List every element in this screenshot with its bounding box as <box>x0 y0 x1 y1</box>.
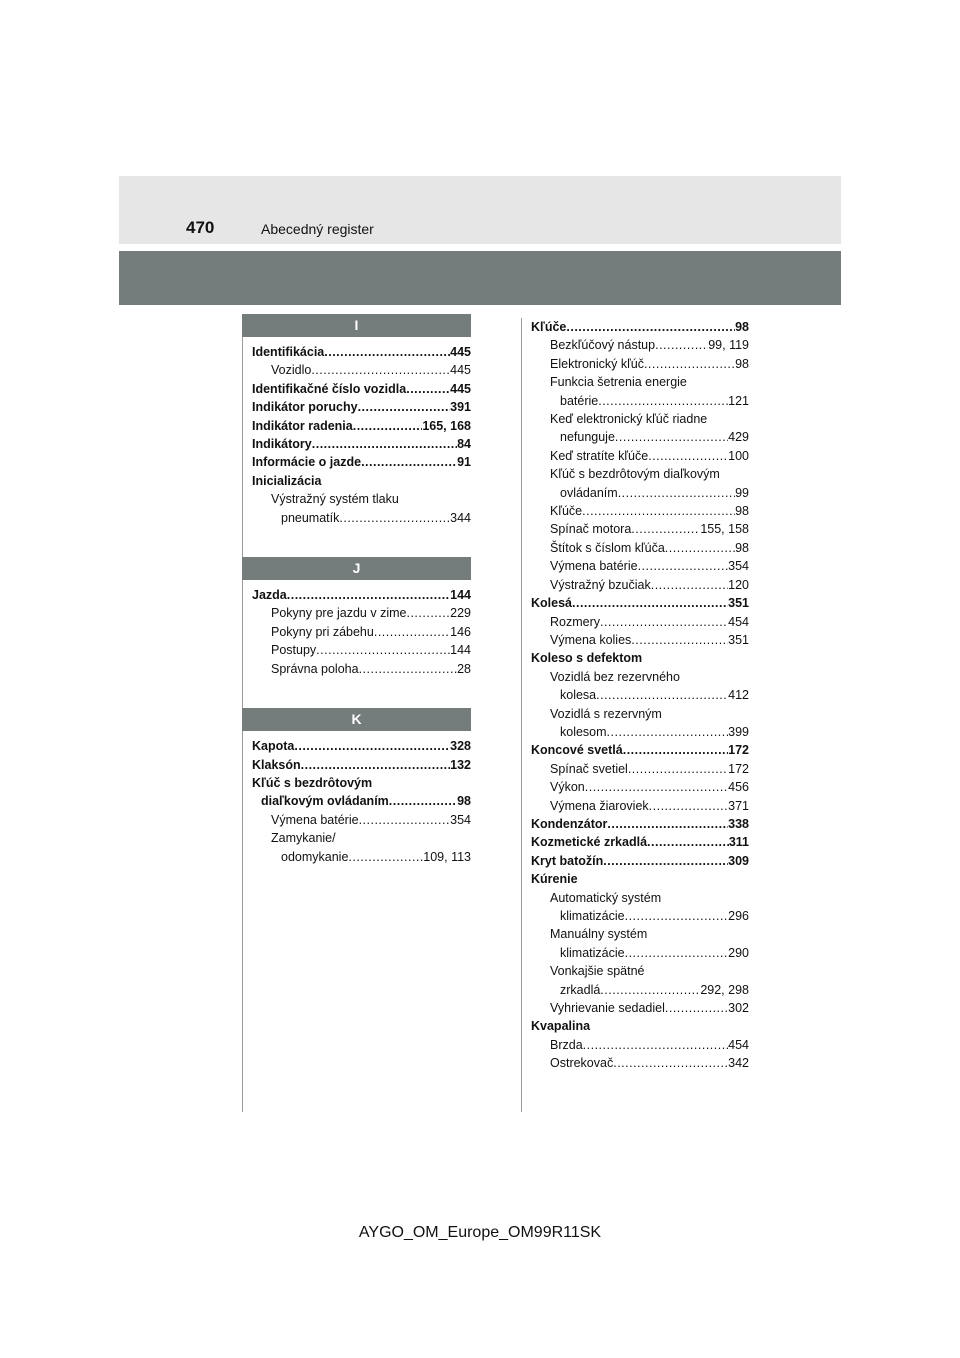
dot-leader <box>312 435 457 453</box>
entry-term: kolesa <box>560 688 597 703</box>
entry-term: Vozidlá s rezervným <box>550 706 662 721</box>
entry-term: nefunguje <box>560 430 615 445</box>
entry-term: Výstražný systém tlaku <box>271 492 399 507</box>
entry-page-ref: 120 <box>728 577 749 592</box>
dot-leader <box>316 641 450 659</box>
entry-page-ref: 91 <box>457 455 471 470</box>
entry-page-ref: 109, 113 <box>423 849 471 864</box>
entry-page-ref: 165, 168 <box>422 418 471 433</box>
entry-term: Zamykanie/ <box>271 831 336 846</box>
dot-leader <box>631 631 728 649</box>
entry-page-ref: 146 <box>450 624 471 639</box>
index-entry <box>531 907 749 925</box>
entry-term: Brzda <box>550 1037 583 1052</box>
entry-page-ref: 121 <box>728 393 749 408</box>
entry-term: Štítok s číslom kľúča <box>550 540 665 555</box>
entry-term: Vonkajšie spätné <box>550 964 645 979</box>
index-entry <box>252 417 471 435</box>
entry-page-ref: 354 <box>728 559 749 574</box>
index-entry <box>531 576 749 594</box>
entry-term: Identifikácia <box>252 345 325 359</box>
index-entry <box>252 774 471 792</box>
dot-leader <box>607 723 729 741</box>
index-entry <box>252 472 471 490</box>
entry-term: Ostrekovač <box>550 1056 614 1071</box>
dot-leader <box>615 428 728 446</box>
dot-leader <box>665 999 728 1017</box>
entry-term: Automatický systém <box>550 890 662 905</box>
dot-leader <box>649 797 728 815</box>
dot-leader <box>374 623 450 641</box>
entry-term: Pokyny pre jazdu v zime <box>271 606 407 621</box>
entry-page-ref: 296 <box>728 909 749 923</box>
index-entry <box>531 815 749 833</box>
index-entry <box>252 343 471 361</box>
dot-leader <box>572 594 728 612</box>
entry-page-ref: 99, 119 <box>708 338 749 353</box>
entry-term: zrkadlá <box>560 982 601 997</box>
index-entry <box>531 594 749 612</box>
entry-page-ref: 391 <box>450 400 471 415</box>
index-entry <box>252 829 471 847</box>
entry-page-ref: 292, 298 <box>700 982 749 997</box>
entry-term: Indikátor poruchy <box>252 400 358 415</box>
index-entry <box>531 668 749 686</box>
entry-term: Kľúč s bezdrôtovým diaľkovým <box>550 467 720 482</box>
entry-term: Manuálny systém <box>550 927 648 942</box>
header-dark-band <box>119 251 841 305</box>
entry-page-ref: 172 <box>728 761 749 776</box>
dot-leader <box>566 318 735 336</box>
index-entry <box>531 833 749 851</box>
dot-leader <box>651 576 728 594</box>
entry-term: Správna poloha <box>271 661 359 676</box>
entry-term: Vozidlá bez rezervného <box>550 669 680 684</box>
index-entry <box>531 925 749 943</box>
index-entry <box>531 1054 749 1072</box>
index-entry <box>252 604 471 622</box>
entry-term: Kľúče <box>531 320 567 334</box>
index-entry <box>531 723 749 741</box>
dot-leader <box>613 1054 728 1072</box>
dot-leader <box>638 557 729 575</box>
index-entry <box>531 373 749 391</box>
entry-page-ref: 342 <box>728 1056 749 1071</box>
dot-leader <box>655 336 708 354</box>
entry-term: Funkcia šetrenia energie <box>550 375 687 390</box>
entry-page-ref: 100 <box>728 448 749 463</box>
index-entry <box>531 852 749 870</box>
entry-page-ref: 311 <box>728 835 749 850</box>
index-entry <box>531 410 749 428</box>
index-entry <box>252 792 471 810</box>
page-number: 470 <box>186 218 215 237</box>
dot-leader <box>287 586 450 604</box>
dot-leader <box>359 811 451 829</box>
entry-page-ref: 144 <box>450 643 471 658</box>
index-entry <box>531 1036 749 1054</box>
document-code: AYGO_OM_Europe_OM99R11SK <box>358 1224 602 1241</box>
dot-leader <box>301 756 451 774</box>
entry-page-ref: 98 <box>457 794 471 809</box>
index-entry <box>531 999 749 1017</box>
index-column-right <box>531 318 749 1073</box>
entry-page-ref: 445 <box>450 345 471 359</box>
index-entry <box>252 811 471 829</box>
entry-term: Výmena batérie <box>271 812 359 827</box>
entry-page-ref: 98 <box>735 504 749 519</box>
entry-page-ref: 354 <box>450 812 471 827</box>
dot-leader <box>339 509 450 527</box>
dot-leader <box>406 380 450 398</box>
index-entry <box>252 756 471 774</box>
dot-leader <box>644 355 735 373</box>
entry-term: pneumatík <box>281 510 340 525</box>
entry-page-ref: 412 <box>728 688 749 703</box>
index-entry <box>531 557 749 575</box>
entry-page-ref: 454 <box>728 1037 749 1052</box>
letter-heading: K <box>242 708 471 731</box>
dot-leader <box>353 417 423 435</box>
entry-term: Jazda <box>252 588 287 603</box>
dot-leader <box>625 944 729 962</box>
index-entry <box>252 380 471 398</box>
entry-term: Koncové svetlá <box>531 743 623 758</box>
entry-page-ref: 399 <box>728 724 749 739</box>
entry-term: Indikátory <box>252 437 312 452</box>
entry-term: Klaksón <box>252 757 301 772</box>
dot-leader <box>603 852 728 870</box>
entry-page-ref: 144 <box>450 588 471 603</box>
index-entry <box>531 318 749 336</box>
entry-term: Keď stratíte kľúče <box>550 448 649 463</box>
index-entry <box>531 686 749 704</box>
dot-leader <box>596 686 728 704</box>
entry-page-ref: 99 <box>735 485 749 500</box>
index-entry <box>531 447 749 465</box>
index-entry <box>252 509 471 527</box>
entry-page-ref: 172 <box>728 743 749 758</box>
entry-page-ref: 302 <box>728 1001 749 1016</box>
dot-leader <box>625 907 729 925</box>
dot-leader <box>348 848 423 866</box>
entry-page-ref: 344 <box>450 510 471 525</box>
entry-page-ref: 84 <box>457 437 471 452</box>
index-entry <box>252 848 471 866</box>
dot-leader <box>600 981 700 999</box>
index-entry <box>531 392 749 410</box>
entry-term: Elektronický kľúč <box>550 356 644 371</box>
index-entry <box>252 737 471 755</box>
entry-page-ref: 229 <box>450 606 471 621</box>
entry-page-ref: 28 <box>457 661 471 676</box>
entry-term: Kolesá <box>531 596 572 611</box>
index-entry <box>252 586 471 604</box>
entry-term: Kvapalina <box>531 1019 591 1034</box>
entry-page-ref: 456 <box>728 780 749 795</box>
index-entry <box>531 336 749 354</box>
entry-page-ref: 98 <box>735 540 749 555</box>
dot-leader <box>359 660 458 678</box>
entry-page-ref: 445 <box>450 381 471 396</box>
entry-term: Vyhrievanie sedadiel <box>550 1001 665 1016</box>
entry-term: Rozmery <box>550 614 601 629</box>
index-entry <box>531 613 749 631</box>
letter-group <box>252 708 471 866</box>
dot-leader <box>406 604 450 622</box>
entry-term: Inicializácia <box>252 473 322 488</box>
dot-leader <box>389 792 457 810</box>
index-column-left <box>252 314 471 866</box>
index-entry <box>531 962 749 980</box>
entry-term: Výstražný bzučiak <box>550 577 651 592</box>
index-entry <box>531 741 749 759</box>
entry-term: ovládaním <box>560 485 618 500</box>
entry-page-ref: 98 <box>735 320 749 334</box>
letter-group <box>252 557 471 678</box>
index-entry <box>531 631 749 649</box>
entry-page-ref: 351 <box>728 596 749 611</box>
entry-term: Spínač svetiel <box>550 761 628 776</box>
entry-term: Pokyny pri zábehu <box>271 624 374 639</box>
dot-leader <box>324 343 450 361</box>
entry-term: klimatizácie <box>560 909 625 923</box>
index-entry <box>531 539 749 557</box>
index-entry <box>531 705 749 723</box>
entry-term: Výmena batérie <box>550 559 638 574</box>
index-entry <box>531 889 749 907</box>
entry-term: Výkon <box>550 780 585 795</box>
entry-page-ref: 454 <box>728 614 749 629</box>
entry-term: Identifikačné číslo vozidla <box>252 381 407 396</box>
entry-term: Bezkľúčový nástup <box>550 338 656 353</box>
entry-term: diaľkovým ovládaním <box>261 794 389 809</box>
entry-term: batérie <box>560 393 599 408</box>
index-entry <box>252 660 471 678</box>
entry-term: Spínač motora <box>550 522 632 537</box>
dot-leader <box>648 447 728 465</box>
entry-term: odomykanie <box>281 849 349 864</box>
entry-term: kolesom <box>560 724 607 739</box>
index-entry <box>531 981 749 999</box>
index-entry <box>531 778 749 796</box>
entry-term: Kozmetické zrkadlá <box>531 835 648 850</box>
entry-page-ref: 155, 158 <box>700 522 749 537</box>
entry-term: Výmena kolies <box>550 632 632 647</box>
index-entry <box>531 1017 749 1035</box>
letter-heading: J <box>242 557 471 580</box>
index-entry <box>531 465 749 483</box>
index-entry <box>252 435 471 453</box>
entry-page-ref: 98 <box>735 356 749 371</box>
entry-term: Kľúče <box>550 504 583 519</box>
entry-term: Výmena žiaroviek <box>550 798 649 813</box>
index-entry <box>252 623 471 641</box>
entry-page-ref: 429 <box>728 430 749 445</box>
entry-page-ref: 351 <box>728 632 749 647</box>
dot-leader <box>607 815 728 833</box>
dot-leader <box>311 361 450 379</box>
entry-term: Kondenzátor <box>531 816 608 831</box>
letter-heading: I <box>242 314 471 337</box>
dot-leader <box>600 613 728 631</box>
dot-leader <box>361 453 457 471</box>
entry-term: Postupy <box>271 643 317 658</box>
header-band <box>119 176 841 244</box>
entry-term: Indikátor radenia <box>252 418 353 433</box>
index-entry <box>531 428 749 446</box>
dot-leader <box>585 778 728 796</box>
dot-leader <box>618 484 735 502</box>
index-entry <box>252 490 471 508</box>
index-entry <box>531 355 749 373</box>
entry-term: Kľúč s bezdrôtovým <box>252 775 373 790</box>
entry-page-ref: 290 <box>728 945 749 960</box>
entry-page-ref: 338 <box>728 816 749 831</box>
entry-term: Kúrenie <box>531 872 578 887</box>
index-entry <box>531 520 749 538</box>
entry-term: Kryt batožín <box>531 853 604 868</box>
index-entry <box>531 649 749 667</box>
index-entry <box>252 641 471 659</box>
index-entry <box>531 870 749 888</box>
index-entry <box>531 502 749 520</box>
index-entry <box>252 361 471 379</box>
entry-term: klimatizácie <box>560 945 625 960</box>
dot-leader <box>358 398 451 416</box>
dot-leader <box>665 539 735 557</box>
index-entry <box>252 398 471 416</box>
index-entry <box>252 453 471 471</box>
entry-term: Vozidlo <box>271 363 312 378</box>
index-entry <box>531 797 749 815</box>
dot-leader <box>582 502 735 520</box>
entry-page-ref: 371 <box>728 798 749 813</box>
entry-term: Koleso s defektom <box>531 651 643 666</box>
entry-term: Informácie o jazde <box>252 455 362 470</box>
dot-leader <box>628 760 728 778</box>
index-entry <box>531 760 749 778</box>
entry-page-ref: 132 <box>450 757 471 772</box>
dot-leader <box>583 1036 728 1054</box>
index-entry <box>531 484 749 502</box>
dot-leader <box>623 741 728 759</box>
dot-leader <box>647 833 729 851</box>
dot-leader <box>598 392 728 410</box>
entry-page-ref: 328 <box>450 739 471 754</box>
dot-leader <box>294 737 450 755</box>
index-entry <box>531 944 749 962</box>
entry-term: Kapota <box>252 739 295 754</box>
entry-page-ref: 445 <box>450 363 471 378</box>
dot-leader <box>631 520 700 538</box>
entry-page-ref: 309 <box>728 853 749 868</box>
right-column-rule <box>521 318 522 1112</box>
entry-term: Keď elektronický kľúč riadne <box>550 412 708 427</box>
letter-group <box>252 314 471 527</box>
section-title: Abecedný register <box>261 221 374 237</box>
